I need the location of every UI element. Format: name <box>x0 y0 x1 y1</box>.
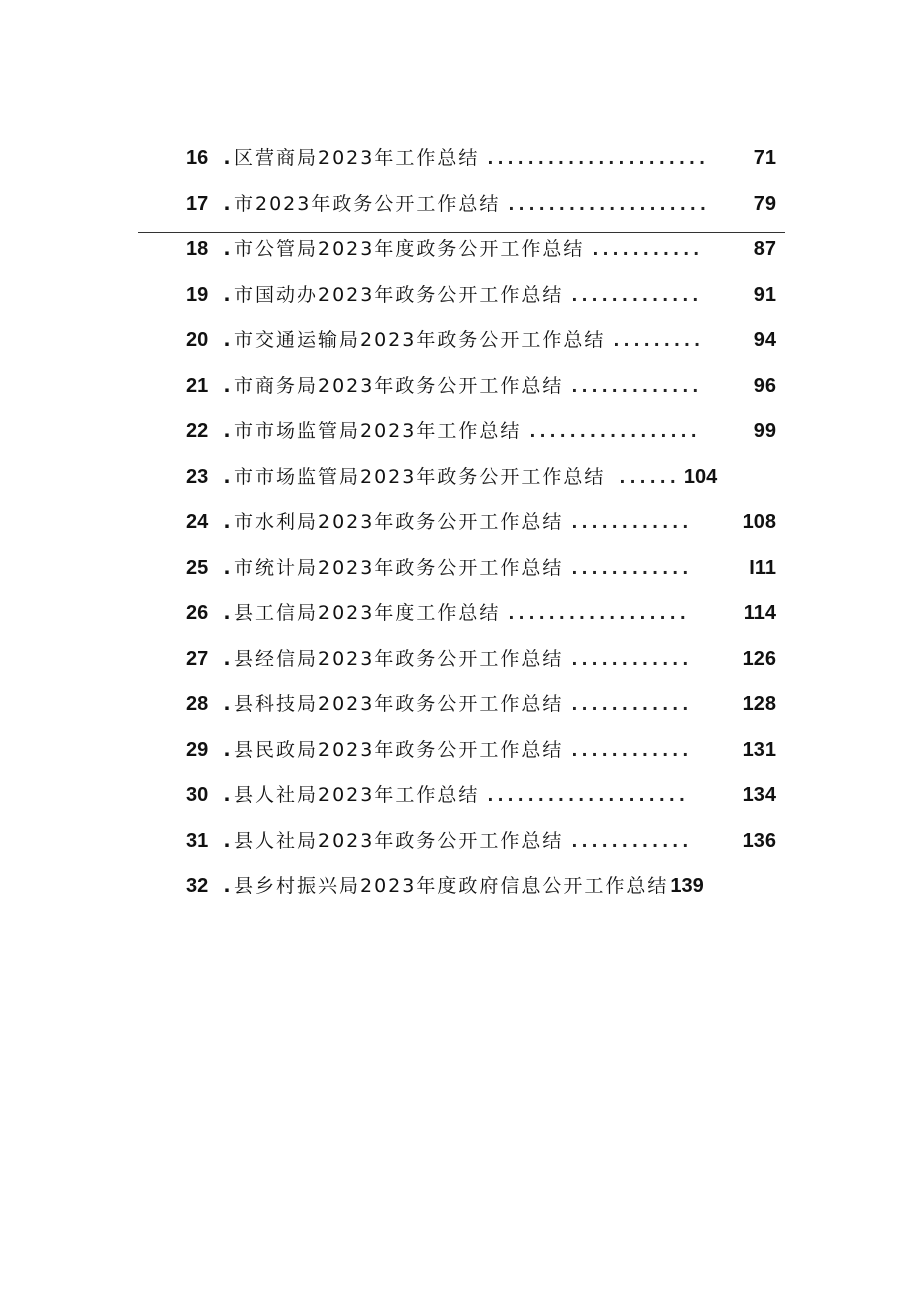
toc-entry-page: I11 <box>749 556 776 579</box>
toc-entry-number: 18 <box>186 238 209 260</box>
toc-entry-title: 县人社局2023年政务公开工作总结 <box>234 829 564 852</box>
toc-entry-leader: ............ <box>571 831 693 851</box>
toc-entry-number: 19 <box>186 283 209 306</box>
toc-entry-page: 108 <box>742 511 776 533</box>
toc-entry-title: 县人社局2023年工作总结 <box>234 784 480 806</box>
toc-entry-page: 139 <box>670 875 704 897</box>
toc-entry-number: 31 <box>186 829 209 852</box>
toc-entry-leader: ............. <box>571 285 703 305</box>
toc-entry-title: 县科技局2023年政务公开工作总结 <box>234 693 564 715</box>
toc-entry[interactable] <box>186 868 776 914</box>
toc-entry-page: 71 <box>753 147 776 169</box>
toc-entry[interactable] <box>186 186 776 232</box>
toc-entry-title: 市市场监管局2023年工作总结 <box>234 420 522 442</box>
toc-entry-number: 23 <box>186 465 209 488</box>
toc-entry-page: 134 <box>742 784 776 806</box>
toc-entry-title: 市交通运输局2023年政务公开工作总结 <box>234 329 606 351</box>
toc-entry-separator: . <box>223 511 231 533</box>
toc-entry-title: 区营商局2023年工作总结 <box>234 147 480 169</box>
toc-entry-separator: . <box>223 875 231 897</box>
toc-entry-number: 20 <box>186 329 209 351</box>
toc-entry[interactable] <box>186 641 776 687</box>
toc-entry-number: 30 <box>186 784 209 806</box>
toc-entry-separator: . <box>223 602 231 624</box>
toc-entry-title: 市公管局2023年度政务公开工作总结 <box>234 238 585 260</box>
toc-entry[interactable] <box>186 322 776 368</box>
toc-entry-page: 87 <box>753 238 776 260</box>
toc-entry-page: 126 <box>742 647 776 670</box>
toc-entry-number: 32 <box>186 875 209 897</box>
toc-entry[interactable] <box>186 459 776 505</box>
toc-entry-title: 市水利局2023年政务公开工作总结 <box>234 511 564 533</box>
toc-entry-number: 22 <box>186 420 209 442</box>
toc-entry-leader: .................. <box>508 604 690 623</box>
toc-entry-number: 25 <box>186 556 209 579</box>
toc-entry-leader: ......... <box>613 331 705 350</box>
toc-entry-leader: ............ <box>571 649 693 669</box>
toc-entry-separator: . <box>223 738 231 761</box>
toc-entry-number: 17 <box>186 192 209 215</box>
toc-entry-leader: ............ <box>571 513 693 532</box>
toc-entry-number: 24 <box>186 511 209 533</box>
toc-entry-page: 136 <box>742 829 776 852</box>
toc-entry-number: 28 <box>186 693 209 715</box>
toc-entry-separator: . <box>223 784 231 806</box>
toc-entry-separator: . <box>223 556 231 579</box>
toc-entry-number: 26 <box>186 602 209 624</box>
toc-entry-title: 市市场监管局2023年政务公开工作总结 <box>234 465 606 488</box>
toc-entry-leader: .................... <box>508 194 710 214</box>
toc-entry-number: 21 <box>186 374 209 397</box>
toc-entry-title: 县经信局2023年政务公开工作总结 <box>234 647 564 670</box>
toc-entry-separator: . <box>223 829 231 852</box>
toc-entry[interactable] <box>186 504 776 550</box>
toc-entry-title: 县工信局2023年度工作总结 <box>234 602 501 624</box>
toc-entry-separator: . <box>223 693 231 715</box>
toc-entry-separator: . <box>223 147 231 169</box>
toc-entry-leader: ...................... <box>487 149 710 168</box>
toc-entry[interactable] <box>186 777 776 823</box>
toc-entry-number: 27 <box>186 647 209 670</box>
toc-entry-page: 99 <box>753 420 776 442</box>
toc-entry[interactable] <box>186 413 776 459</box>
toc-entry-separator: . <box>223 192 231 215</box>
toc-entry-page: 94 <box>753 329 776 351</box>
toc-entry-page: 104 <box>683 465 718 488</box>
toc-entry-title: 市商务局2023年政务公开工作总结 <box>234 374 564 397</box>
toc-entry-number: 29 <box>186 738 209 761</box>
table-of-contents <box>186 140 776 914</box>
toc-entry-separator: . <box>223 465 231 488</box>
toc-entry-separator: . <box>223 420 231 442</box>
toc-entry[interactable] <box>186 686 776 732</box>
toc-entry-separator: . <box>223 374 231 397</box>
toc-entry-title: 市国动办2023年政务公开工作总结 <box>234 283 564 306</box>
toc-entry-leader: ............ <box>571 695 693 714</box>
toc-entry-title: 县乡村振兴局2023年度政府信息公开工作总结 <box>234 875 669 897</box>
toc-entry-page: 128 <box>742 693 776 715</box>
toc-entry-leader: ............ <box>571 740 693 760</box>
toc-entry[interactable] <box>186 368 776 414</box>
toc-entry[interactable] <box>186 550 776 596</box>
toc-entry[interactable] <box>186 595 776 641</box>
toc-entry-separator: . <box>223 283 231 306</box>
toc-entry-page: 114 <box>743 602 776 624</box>
toc-entry-leader: ........... <box>592 240 704 259</box>
toc-entry-leader: ................. <box>529 422 701 441</box>
toc-entry[interactable] <box>186 231 776 277</box>
toc-entry-leader: .................... <box>487 786 689 805</box>
toc-entry[interactable] <box>186 823 776 869</box>
toc-entry-title: 市统计局2023年政务公开工作总结 <box>234 556 564 579</box>
toc-entry-leader: ...... <box>619 467 680 487</box>
toc-entry-page: 131 <box>742 738 776 761</box>
toc-entry[interactable] <box>186 732 776 778</box>
toc-entry-number: 16 <box>186 147 209 169</box>
toc-entry-page: 96 <box>753 374 776 397</box>
toc-entry-title: 县民政局2023年政务公开工作总结 <box>234 738 564 761</box>
toc-entry-separator: . <box>223 329 231 351</box>
toc-entry-leader: ............. <box>571 376 703 396</box>
toc-entry-leader: ............ <box>571 558 693 578</box>
toc-entry[interactable] <box>186 277 776 323</box>
toc-entry-page: 91 <box>753 283 776 306</box>
toc-entry-title: 市2023年政务公开工作总结 <box>234 192 501 215</box>
toc-entry-page: 79 <box>753 192 776 215</box>
toc-entry[interactable] <box>186 140 776 186</box>
toc-entry-separator: . <box>223 238 231 260</box>
toc-entry-separator: . <box>223 647 231 670</box>
